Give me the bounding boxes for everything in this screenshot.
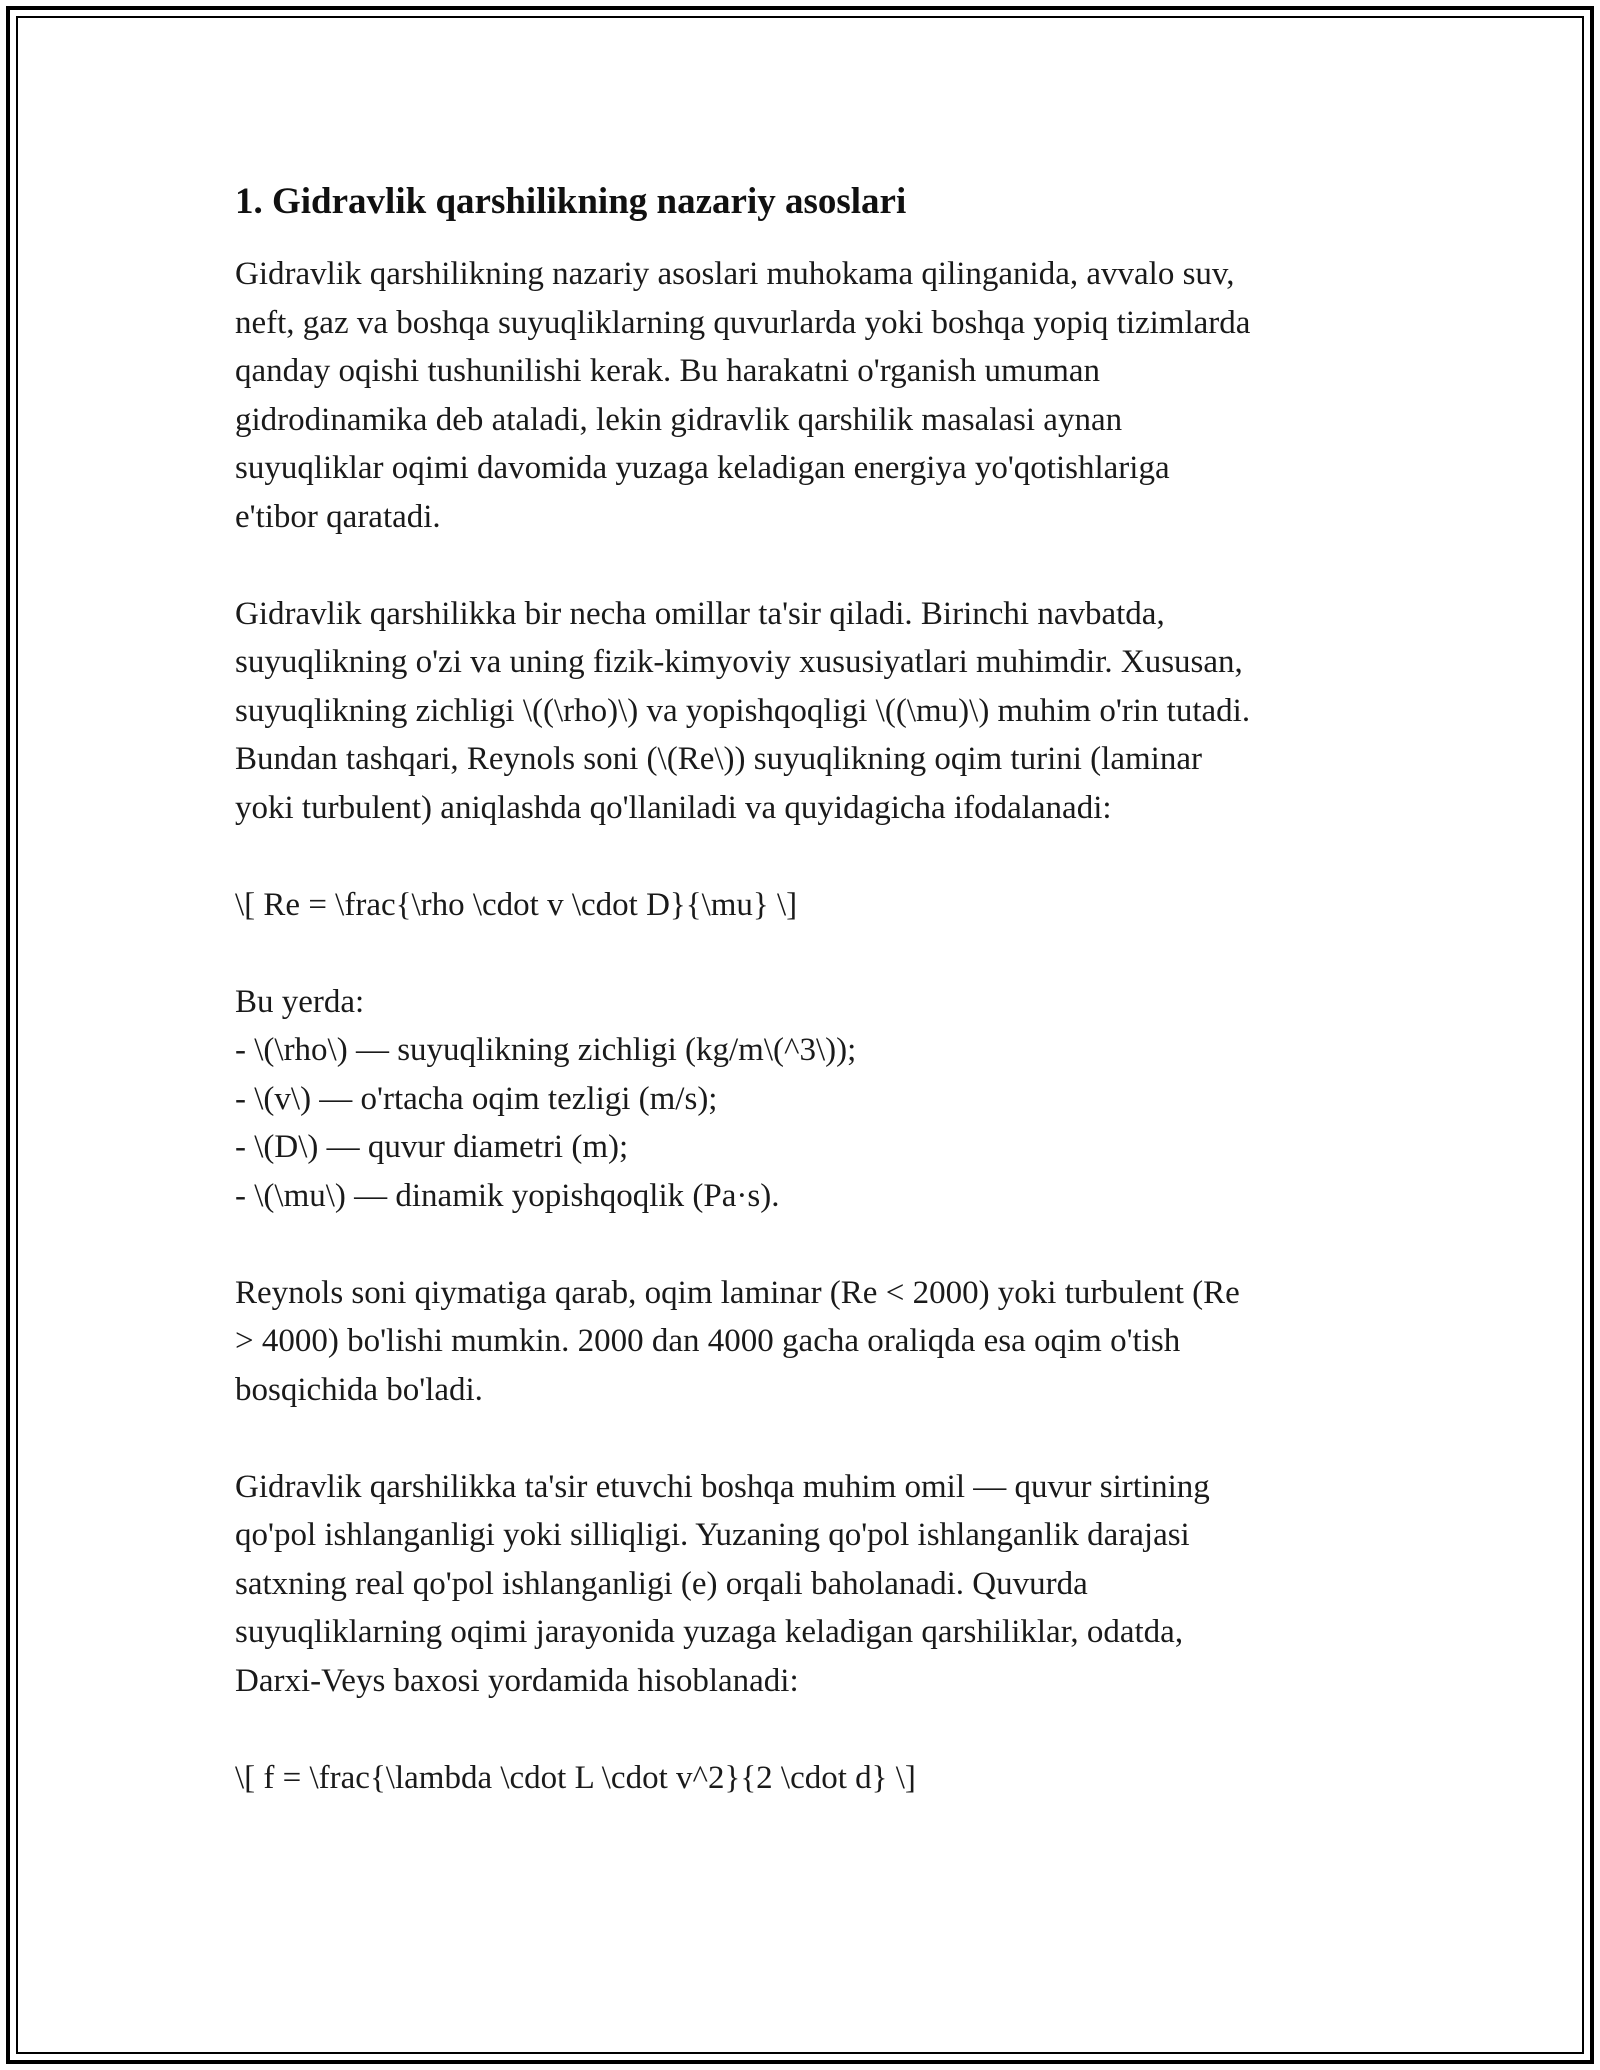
text-line: qanday oqishi tushunilishi kerak. Bu harakatni o'rganish umuman [235, 353, 1101, 390]
text-line: bosqichida bo'ladi. [235, 1371, 483, 1408]
text-line: suyuqlikning zichligi \((\rho)\) va yopishqoqligi \((\mu)\) muhim o'rin tutadi. [235, 692, 1251, 729]
formula-line: \[ Re = \frac{\rho \cdot v \cdot D}{\mu} \] [235, 886, 798, 923]
text-line: Gidravlik qarshilikka ta'sir etuvchi boshqa muhim omil — quvur sirtining [235, 1468, 1210, 1505]
formula-reynolds [235, 881, 1385, 930]
paragraph-reynolds-ranges [235, 1269, 1385, 1415]
list-item: - \(v\) — o'rtacha oqim tezligi (m/s); [235, 1080, 718, 1117]
text-line: satxning real qo'pol ishlanganligi (e) orqali baholanadi. Quvurda [235, 1565, 1088, 1602]
text-line: suyuqliklar oqimi davomida yuzaga keladigan energiya yo'qotishlariga [235, 450, 1170, 487]
text-line: Bundan tashqari, Reynols soni (\(Re\)) suyuqlikning oqim turini (laminar [235, 741, 1202, 778]
text-line: Gidravlik qarshilikning nazariy asoslari muhokama qilinganida, avvalo suv, [235, 256, 1235, 293]
list-item: - \(\mu\) — dinamik yopishqoqlik (Pa·s). [235, 1177, 780, 1214]
text-line: gidrodinamika deb ataladi, lekin gidravlik qarshilik masalasi aynan [235, 401, 1123, 438]
text-line: Reynols soni qiymatiga qarab, oqim laminar (Re < 2000) yoki turbulent (Re [235, 1274, 1240, 1311]
formula-line: \[ f = \frac{\lambda \cdot L \cdot v^2}{2 \cdot d} \] [235, 1759, 916, 1796]
text-line: qo'pol ishlanganligi yoki silliqligi. Yuzaning qo'pol ishlanganlik darajasi [235, 1517, 1190, 1554]
paragraph-intro [235, 250, 1385, 541]
text-line: Darxi-Veys baxosi yordamida hisoblanadi: [235, 1662, 799, 1699]
document-page [235, 180, 1385, 1851]
section-heading: 1. Gidravlik qarshilikning nazariy asoslari [235, 181, 907, 222]
paragraph-factors [235, 590, 1385, 833]
text-line: neft, gaz va boshqa suyuqliklarning quvurlarda yoki boshqa yopiq tizimlarda [235, 304, 1251, 341]
formula-darcy-weisbach [235, 1754, 1385, 1803]
text-line: suyuqlikning o'zi va uning fizik-kimyoviy xususiyatlari muhimdir. Xususan, [235, 644, 1243, 681]
text-line: > 4000) bo'lishi mumkin. 2000 dan 4000 gacha oraliqda esa oqim o'tish [235, 1323, 1181, 1360]
list-item: - \(D\) — quvur diametri (m); [235, 1129, 629, 1166]
text-line: e'tibor qaratadi. [235, 498, 441, 535]
paragraph-roughness [235, 1463, 1385, 1706]
text-line: suyuqliklarning oqimi jarayonida yuzaga keladigan qarshiliklar, odatda, [235, 1614, 1184, 1651]
text-line: yoki turbulent) aniqlashda qo'llaniladi va quyidagicha ifodalanadi: [235, 789, 1112, 826]
text-line: Bu yerda: [235, 983, 365, 1020]
list-item: - \(\rho\) — suyuqlikning zichligi (kg/m\(^3\)); [235, 1032, 857, 1069]
text-line: Gidravlik qarshilikka bir necha omillar ta'sir qiladi. Birinchi navbatda, [235, 595, 1165, 632]
variable-definitions [235, 978, 1385, 1221]
